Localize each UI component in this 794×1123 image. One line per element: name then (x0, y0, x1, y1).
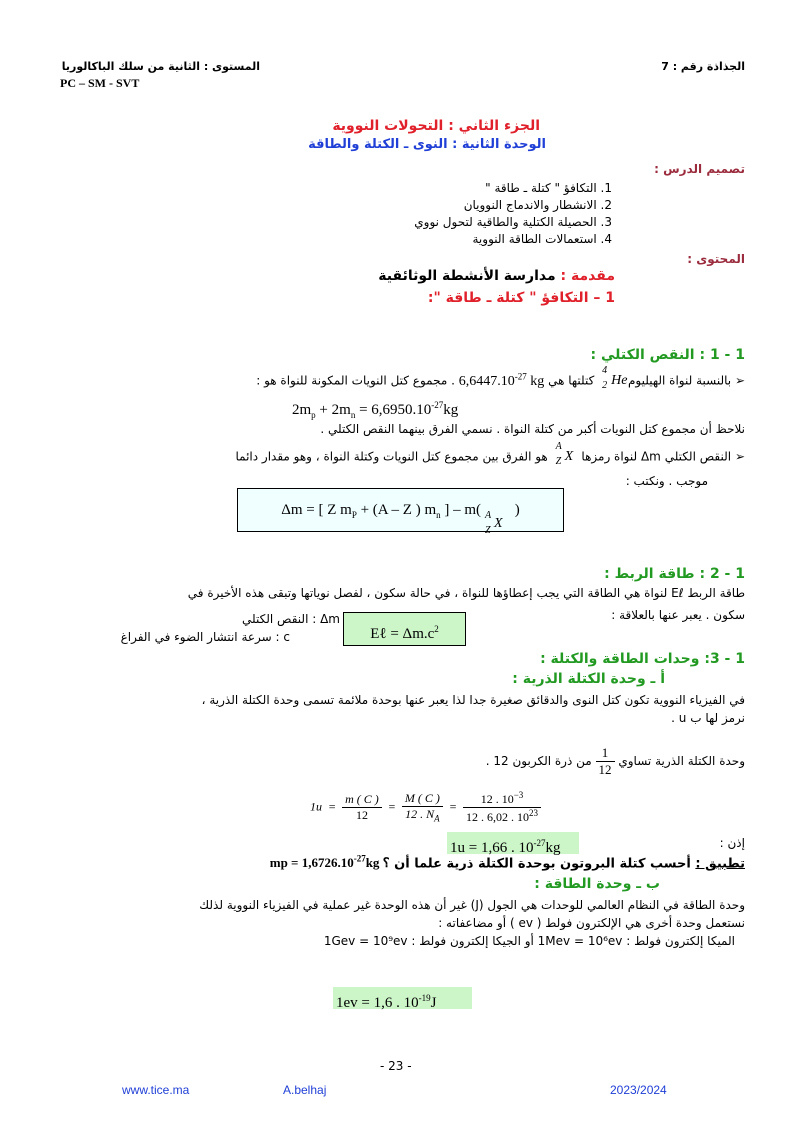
plan-list (350, 180, 612, 248)
energy-unit-text-2: نستعمل وحدة أخرى هي الإلكترون فولط ( ev ) أو مضاعفاته : (438, 916, 745, 930)
part-title: الجزء الثاني : التحولات النووية (332, 118, 540, 134)
plan-item: 1. التكافؤ " كتلة ـ طاقة " (485, 181, 612, 195)
therefore-label: إذن : (719, 836, 745, 850)
nucleus-symbol: A Z X (555, 441, 574, 467)
mass-defect-formula-box (237, 488, 564, 536)
binding-energy-formula-box (343, 612, 466, 646)
plan-item: 3. الحصيلة الكتلية والطاقية لتحول نووي (414, 215, 612, 229)
binding-energy-text-1: طاقة الربط Eℓ لنواة هي الطاقة التي يجب إعطاؤها للنواة ، في حالة سكون ، لفصل نوياتها وتبقى هذه الأخيرة في (187, 586, 745, 600)
legend-mass-defect: Δm : النقص الكتلي (242, 612, 340, 626)
footer-year: 2023/2024 (610, 1083, 667, 1097)
mass-defect-note: نلاحظ أن مجموع كتل النويات أكبر من كتلة النواة . نسمي الفرق بينهما النقص الكتلي . (320, 422, 745, 436)
helium-symbol: 4 2 He (602, 365, 628, 391)
energy-unit-multiples: الميكا إلكترون فولط : 1Mev = 10⁶ev أو الجيكا إلكترون فولط : 1Gev = 10⁹ev (323, 934, 735, 948)
intro-label: مقدمة : (560, 268, 615, 284)
footer-author: A.belhaj (283, 1083, 327, 1097)
atomic-mass-unit-text-1: في الفيزياء النووية تكون كتل النوى والدقائق صغيرة جدا لذا يعبر عنها بوحدة ملائمة تسمى وحدة الكتلة الذرية ، (201, 693, 745, 707)
section-1-title: 1 – التكافؤ " كتلة ـ طاقة ": (427, 290, 615, 306)
plan-item: 4. استعمالات الطاقة النووية (472, 232, 612, 246)
atomic-mass-unit-definition: وحدة الكتلة الذرية تساوي $\frac{1}{12}$ من ذرة الكربون 12 . (485, 745, 745, 777)
section-1-3-title: 1 - 3: وحدات الطاقة والكتلة : (540, 651, 745, 667)
section-1-1-title: 1 - 1 : النقص الكتلي : (590, 347, 745, 363)
sheet-number: الجذاذة رقم : 7 (661, 60, 745, 73)
footer-site: www.tice.ma (122, 1083, 190, 1097)
plan-heading: تصميم الدرس : (654, 162, 745, 176)
atomic-mass-unit-equation: 1u = $\frac{m ( C )}{12}$ = $\frac{M ( C )}{12 . N_A}$ = $\frac{12 . 10^{-3}}{12 . 6,02 . 10^{23}}$ (310, 790, 670, 825)
atomic-mass-unit-title: أ ـ وحدة الكتلة الذرية : (512, 671, 665, 687)
streams-label: PC – SM - SVT (60, 76, 140, 90)
legend-light-speed: c : سرعة انتشار الضوء في الفراغ (120, 630, 290, 644)
atomic-mass-unit-text-2: نرمز لها ب u . (671, 711, 745, 725)
intro-text: مدارسة الأنشطة الوثائقية (378, 268, 556, 284)
energy-unit-text-1: وحدة الطاقة في النظام العالمي للوحدات هي الجول (J) غير أن هذه الوحدة غير عملية في الفيزياء النووية لذلك (199, 898, 745, 912)
arrow-bullet-icon: ➢ (734, 449, 745, 464)
intro-line (350, 268, 615, 284)
nucleons-mass-equation: $2m_p + 2m_n = 6,6950.10^{-27}kg$ (292, 400, 459, 420)
plan-item: 2. الانشطار والاندماج النوويان (463, 198, 612, 212)
atomic-mass-unit-result: 1u = 1,66 . $10^{-27}kg$ (447, 832, 579, 854)
helium-line: ➢ بالنسبة لنواة الهيليوم 4 2 He كتلتها هي $6,6447.10^{-27}$ kg . مجموع كتل النويات المكونة للنواة هو : (60, 368, 745, 396)
one-twelfth-fraction: $\frac{1}{12}$ (596, 745, 615, 778)
unit-title: الوحدة الثانية : النوى ـ الكتلة والطاقة (308, 137, 546, 152)
arrow-bullet-icon: ➢ (734, 373, 745, 388)
mass-defect-formula: Δm = [ Z $m_P + (A - Z$ ) $m_n$ ] – m( A Z X ) (281, 502, 520, 536)
electron-volt-value: 1ev = 1,6 . $10^{-19}J$ (333, 987, 472, 1009)
application-label: تطبيق : (695, 856, 745, 872)
binding-energy-text-2: سكون . يعبر عنها بالعلاقة : (611, 608, 745, 622)
page-number: - 23 - (380, 1059, 412, 1073)
application-line: تطبيق : أحسب كتلة البروتون بوحدة الكتلة ذرية علما أن mp = $1,6726.10^{-27}kg$ ؟ (269, 854, 745, 872)
mass-defect-definition: ➢ النقص الكتلي Δm لنواة رمزها A Z X هو الفرق بين مجموع كتل النويات وكتلة النواة ، وهو مقدار دائما (60, 444, 745, 472)
section-1-2-title: 1 - 2 : طاقة الربط : (604, 566, 745, 582)
energy-unit-title: ب ـ وحدة الطاقة : (534, 876, 660, 892)
mass-defect-definition-end: موجب . ونكتب : (625, 474, 708, 488)
helium-mass: $6,6447.10^{-27}$ kg (458, 370, 545, 389)
content-heading: المحتوى : (687, 252, 745, 266)
binding-energy-formula: Eℓ = $\Delta m.c^2$ (370, 624, 439, 642)
level-label: المستوى : الثانية من سلك الباكالوريا (61, 60, 260, 73)
proton-mass: mp = $1,6726.10^{-27}kg$ ؟ (269, 854, 390, 871)
